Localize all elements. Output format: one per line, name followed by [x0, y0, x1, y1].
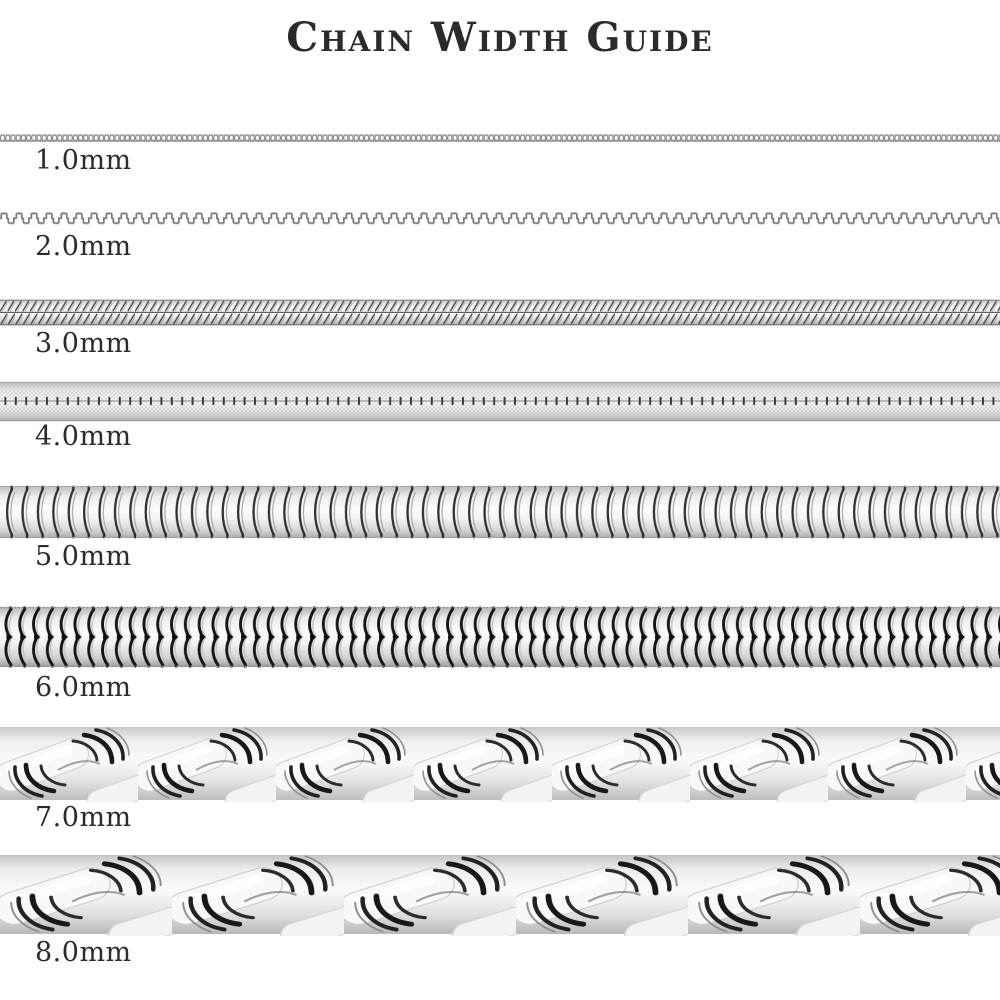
chain-size-label: 3.0mm	[35, 328, 132, 359]
chain-image-1mm-box-chain	[0, 132, 1000, 144]
chain-size-label: 7.0mm	[35, 802, 132, 833]
chain-size-label: 5.0mm	[35, 541, 132, 572]
chain-image-6mm-snake-chain	[0, 606, 1000, 668]
chain-image-4mm-snake-chain	[0, 381, 1000, 422]
chain-image-3mm-snake-chain	[0, 299, 1000, 326]
chain-size-label: 2.0mm	[35, 231, 132, 262]
chain-size-label: 1.0mm	[35, 145, 132, 176]
chain-image-5mm-snake-chain	[0, 485, 1000, 539]
chain-size-label: 4.0mm	[35, 421, 132, 452]
chain-image-7mm-rope-chain	[0, 725, 1000, 802]
page-title: Chain Width Guide	[286, 14, 714, 61]
chain-size-label: 8.0mm	[35, 937, 132, 968]
chain-image-8mm-rope-chain	[0, 853, 1000, 936]
chain-image-2mm-box-chain	[0, 209, 1000, 227]
chain-size-label: 6.0mm	[35, 672, 132, 703]
